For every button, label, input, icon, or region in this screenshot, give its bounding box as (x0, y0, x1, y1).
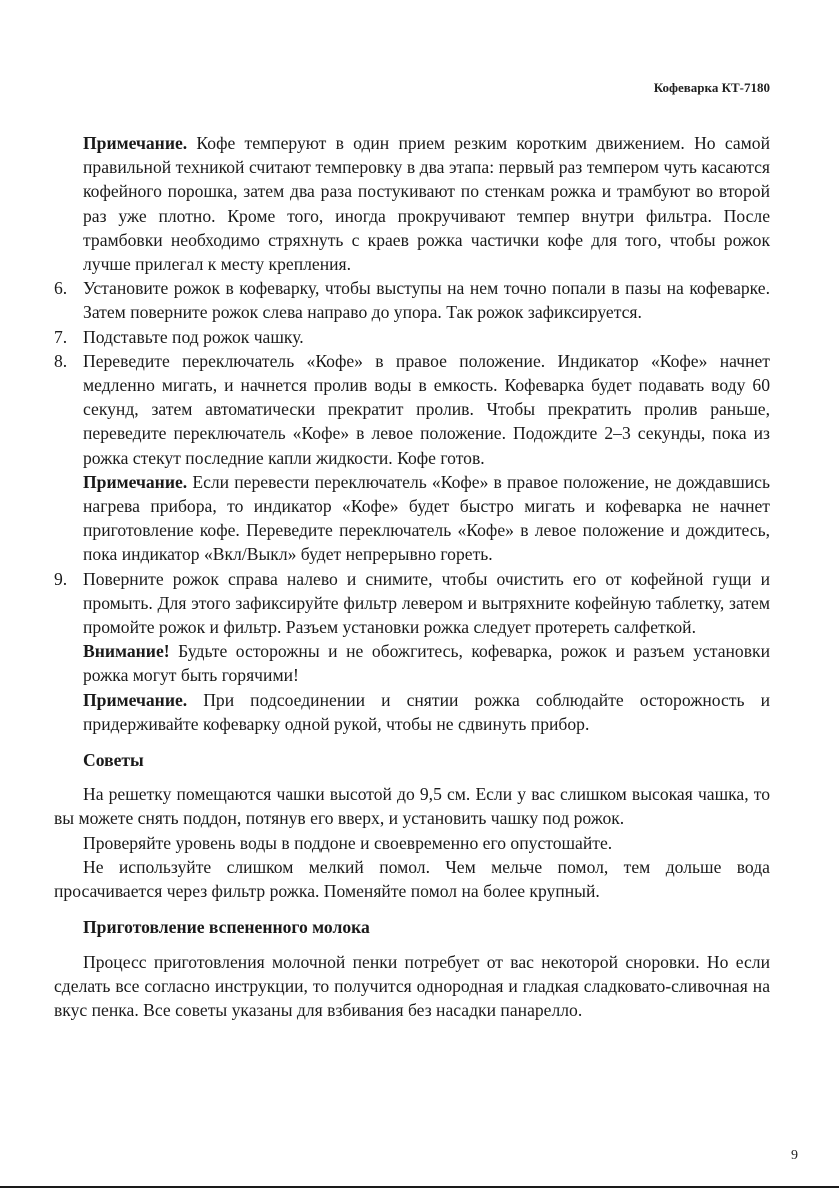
step-text: Подставьте под рожок чашку. (83, 326, 304, 347)
note-text: При подсоединении и снятии рожка соблюдайте осторожность и придерживайте кофеварку одной рукой, чтобы не сдвинуть прибор. (83, 689, 770, 734)
step-6 (54, 276, 770, 324)
step-number: 6. (54, 278, 68, 299)
tips-heading: Советы (83, 750, 144, 771)
note-label: Примечание. (83, 471, 188, 492)
step-7 (54, 325, 770, 349)
step-9 (54, 567, 770, 640)
step-9-note (54, 688, 770, 736)
step-text: Поверните рожок справа налево и снимите, чтобы очистить его от кофейной гущи и промыть. Для этого зафиксируйте фильтр левером и вытряхните кофейную таблетку, затем промойте рожок и фильтр. Разъем установки рожка следует протереть салфеткой. (83, 568, 770, 638)
note-text: Если перевести переключатель «Кофе» в правое положение, не дождавшись нагрева прибора, то индикатор «Кофе» будет быстро мигать и кофеварка не начнет приготовление кофе. Переведите переключатель «Кофе» в левое положение и дождитесь, пока индикатор «Вкл/Выкл» будет непрерывно гореть. (83, 471, 770, 565)
milk-heading: Приготовление вспененного молока (83, 917, 370, 938)
step-number: 8. (54, 350, 68, 371)
step-9-warning (54, 639, 770, 687)
step-text: Переведите переключатель «Кофе» в правое положение. Индикатор «Кофе» начнет медленно мигать, и начнется пролив воды в емкость. Кофеварка будет подавать воду 60 секунд, затем автоматически прекратит пролив. Чтобы прекратить пролив раньше, переведите переключатель «Кофе» в левое положение. Подождите 2–3 секунды, пока из рожка стекут последние капли жидкости. Кофе готов. (83, 350, 770, 468)
note-label: Примечание. (83, 133, 188, 153)
page-number: 9 (791, 1148, 798, 1163)
step-8 (54, 349, 770, 470)
note-text: Кофе темперуют в один прием резким коротким движением. Но самой правильной техникой считают темперовку в два этапа: первый раз темпером чуть касаются кофейного порошка, затем два раза постукивают по стенкам рожка и трамбуют во второй раз уже плотно. Кроме того, иногда прокручивают темпер внутри фильтра. После трамбовки необходимо стряхнуть с краев рожка частички кофе для того, чтобы рожок лучше прилегал к месту крепления. (83, 133, 770, 275)
milk-paragraph: Процесс приготовления молочной пенки потребует от вас некоторой сноровки. Но если сделать все согласно инструкции, то получится однородная и гладкая сладковато-сливочная на вкус пенка. Все советы указаны для взбивания без насадки панарелло. (54, 951, 770, 1020)
tips-paragraph: Проверяйте уровень воды в поддоне и своевременно его опустошайте. (83, 832, 613, 853)
tips-paragraph: На решетку помещаются чашки высотой до 9,5 см. Если у вас слишком высокая чашка, то вы можете снять поддон, потянув его вверх, и установить чашку под рожок. (54, 784, 770, 829)
page-content (54, 131, 770, 1022)
step-number: 9. (54, 568, 68, 589)
bottom-divider (0, 1186, 839, 1188)
step-8-note (54, 470, 770, 567)
step-number: 7. (54, 326, 68, 347)
intro-note (54, 131, 770, 276)
step-text: Установите рожок в кофеварку, чтобы выступы на нем точно попали в пазы на кофеварке. Затем поверните рожок слева направо до упора. Так рожок зафиксируется. (83, 278, 770, 323)
note-label: Примечание. (83, 689, 188, 710)
running-header: Кофеварка КТ-7180 (653, 80, 770, 95)
warning-label: Внимание! (83, 641, 170, 662)
tips-paragraph: Не используйте слишком мелкий помол. Чем мельче помол, тем дольше вода просачивается через фильтр рожка. Поменяйте помол на более крупный. (54, 856, 770, 902)
warning-text: Будьте осторожны и не обожгитесь, кофеварка, рожок и разъем установки рожка могут быть горячими! (83, 641, 770, 686)
